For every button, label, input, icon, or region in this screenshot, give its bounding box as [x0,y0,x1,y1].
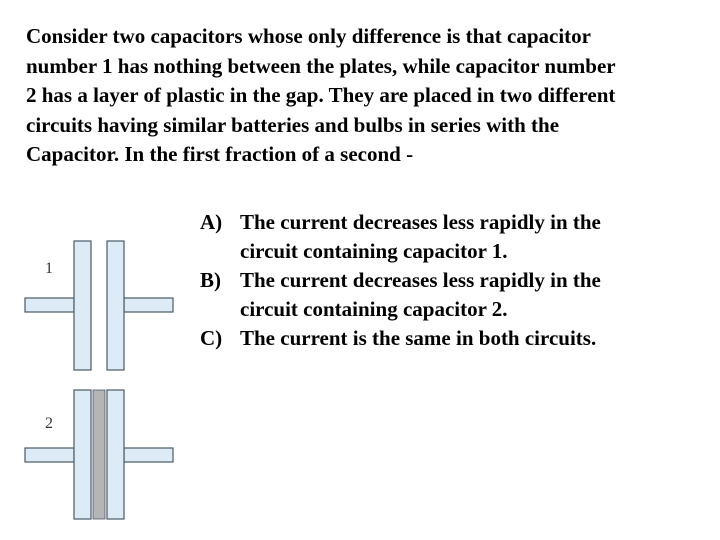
option-text [240,208,700,266]
answer-options [200,208,700,353]
capacitor-1-right-plate [107,241,124,370]
option-line: The current is the same in both circuits. [240,326,597,350]
option-line: circuit containing capacitor 1. [240,239,508,263]
capacitor-1 [25,241,173,370]
question-line: number 1 has nothing between the plates, while capacitor number [26,53,616,78]
capacitor-2-right-plate [107,390,124,519]
question-line: 2 has a layer of plastic in the gap. They are placed in two different [26,83,616,107]
question-text [26,22,706,170]
capacitor-2-left-wire [25,448,74,462]
capacitor-diagram [0,225,200,525]
capacitor-2-left-plate [74,390,91,519]
capacitor-1-right-wire [124,298,173,312]
question-line: circuits having similar batteries and bulbs in series with the [26,112,560,137]
option-text [240,324,700,353]
question-line: Consider two capacitors whose only difference is that capacitor [26,24,591,48]
option-line: The current decreases less rapidly in the [240,268,601,292]
option-b[interactable] [200,266,700,324]
option-a[interactable] [200,208,700,266]
option-letter: A) [200,210,223,234]
capacitor-1-left-wire [25,298,74,312]
option-text [240,266,700,324]
capacitor-2-plastic-layer [93,390,105,519]
capacitor-2-right-wire [124,448,173,462]
option-line: The current decreases less rapidly in the [240,210,601,234]
option-c[interactable] [200,324,700,353]
option-letter: C) [200,326,223,350]
capacitor-2 [25,390,173,519]
capacitor-1-label: 1 [45,260,53,277]
capacitor-2-label: 2 [45,415,53,432]
question-line: Capacitor. In the first fraction of a second - [26,142,414,166]
capacitor-1-left-plate [74,241,91,370]
option-letter: B) [200,268,221,292]
option-line: circuit containing capacitor 2. [240,297,508,321]
